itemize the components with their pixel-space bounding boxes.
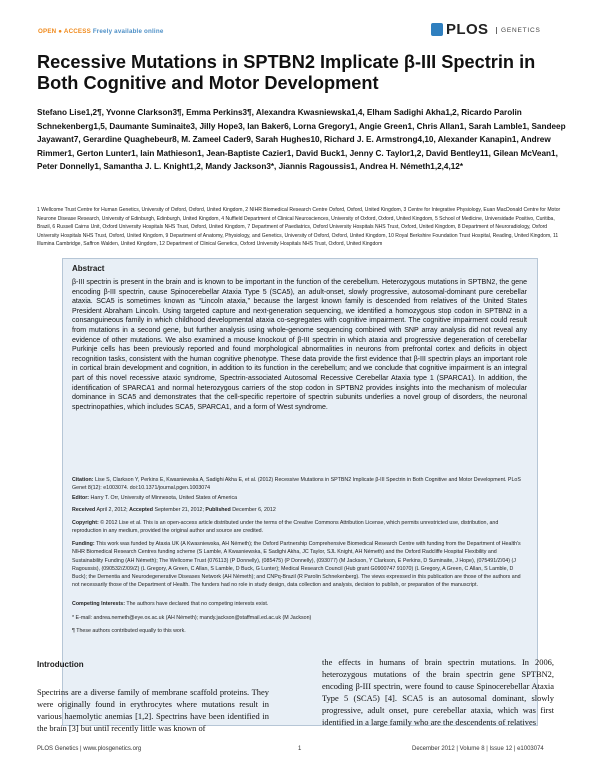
footer-journal: PLOS Genetics | www.plosgenetics.org: [37, 746, 142, 752]
editor-label: Editor:: [72, 495, 90, 501]
accepted-label: Accepted: [129, 507, 153, 513]
received-label: Received: [72, 507, 96, 513]
abstract-text: β-III spectrin is present in the brain and is known to be important in the function of the cerebellum. Heterozygous mutations in SPTBN2, the gene encoding β-III spectrin, cause Spinocerebellar Ataxia Type 5 (SCA5), an adult-onset, slowly progressive, autosomal-dominant pure cerebellar ataxia. SCA5 is sometimes known as “Lincoln ataxia,” because the largest known family is descended from relatives of the United States President Abraham Lincoln. Using targeted capture and next-generation sequencing, we identified a homozygous stop codon in SPTBN2 in a consanguineous family in which childhood developmental ataxia co-segregates with cognitive impairment. The cognitive impairment could result from mutations in a second gene, but further analysis using whole-genome sequencing combined with SNP array analysis did not reveal any evidence of other mutations. We also examined a mouse knockout of β-III spectrin in which ataxia and progressive degeneration of cerebellar Purkinje cells has been previously reported and found morphological abnormalities in neurons from prefrontal cortex and deficits in object recognition tasks, consistent with the human cognitive phenotype. These data provide the first evidence that β-III spectrin plays an important role in cortical brain development and cognition, in addition to its function in the cerebellum; and we conclude that cognitive impairment is an integral part of this novel recessive ataxic syndrome, Spectrin-associated Autosomal Recessive Cerebellar Ataxia type 1 (SPARCA1). In addition, the identification of SPARCA1 and normal heterozygous carriers of the stop codon in SPTBN2 provides insights into the mechanism of molecular dominance in SCA5 and demonstrates that the cell-specific repertoire of spectrin subunits underlies a novel group of disorders, the neuronal spectrinopathies, which includes SCA5, SPARCA1, and a form of West syndrome.: [72, 279, 527, 411]
footer-page-number: 1: [298, 746, 302, 752]
article-title: Recessive Mutations in SPTBN2 Implicate β-III Spectrin in Both Cognitive and Motor Development: [37, 52, 536, 93]
affiliations: 1 Wellcome Trust Centre for Human Genetics, University of Oxford, Oxford, United Kingdom, 2 NIHR Biomedical Research Centre Oxford, Oxford, United Kingdom, 3 Centre for Integrative Physiology, Euan MacDonald Centre for Motor Neurone Disease Research, University of Edinburgh, Edinburgh, United Kingdom, 4 Nuffield Department of Clinical Neurosciences, University of Oxford, Oxford, United Kingdom, 5 School of Medicine, Universidade Positivo, Curitiba, Brazil, 6 Russell Cairns Unit, Oxford University Hospitals NHS Trust, Oxford, United Kingdom, 7 Department of Paediatrics, Oxford University Hospitals NHS Trust, Oxford, United Kingdom, 8 Department of Neuroradiology, Oxford University Hospitals NHS Trust, Oxford, United Kingdom, 9 Department of Anatomy, Physiology, and Genetics, University of Oxford, Oxford, United Kingdom, 10 Royal Berkshire Foundation Trust Hospital, Reading, United Kingdom, 11 Illumina Cambridge, Saffron Walden, United Kingdom, 12 Department of Clinical Genetics, Oxford University Hospitals NHS Trust, Oxford, United Kingdom: [37, 207, 561, 248]
published-date: December 6, 2012: [230, 507, 276, 513]
funding-block: [72, 540, 527, 590]
introduction-heading: Introduction: [37, 660, 84, 669]
copyright-label: Copyright:: [72, 520, 99, 526]
introduction-right-column: the effects in humans of brain spectrin mutations. In 2006, heterozygous mutations of the brain spectrin gene SPTBN2, encoding β-III spectrin, were found to cause Spinocerebellar Ataxia Type 5 (SCA5) [4]. SCA5 is an autosomal dominant, slowly progressive, adult onset, pure cerebellar ataxia, which was first identified in a large family who are the descendents of relatives: [322, 657, 554, 727]
open-access-lock-icon: ●: [58, 28, 63, 35]
copyright-text: © 2012 Lise et al. This is an open-access article distributed under the terms of the Creative Commons Attribution License, which permits unrestricted use, distribution, and reproduction in any medium, provided the original author and source are credited.: [72, 520, 499, 535]
editor-block: [72, 494, 527, 502]
plos-genetics-logo: [431, 20, 561, 40]
equal-contribution-note: ¶ These authors contributed equally to this work.: [72, 628, 186, 634]
competing-text: The authors have declared that no competing interests exist.: [124, 601, 269, 607]
open-label: OPEN: [38, 28, 57, 35]
email-line: * E-mail: andrea.nemeth@eye.ox.ac.uk (AH Németh); mandy.jackson@staffmail.ed.ac.uk (M Jackson): [72, 615, 312, 621]
author-list: Stefano Lise1,2¶, Yvonne Clarkson3¶, Emma Perkins3¶, Alexandra Kwasniewska1,4, Elham Sadighi Akha1,2, Ricardo Parolin Schnekenberg1,5, Daumante Suminaite3, Jilly Hope3, Ian Baker6, Lorna Gregory1, Angie Green1, Chris Allan1, Sarah Lamble1, Sandeep Jayawant7, Gerardine Quaghebeur8, M. Zameel Cader9, Sarah Hughes10, Richard J. E. Armstrong4,10, Alexander Kanapin1, Andrew Rimmer1, Gerton Lunter1, Iain Mathieson1, Jean-Baptiste Cazier1, David Buck1, Jenny C. Taylor1,2, David Bentley11, Gilean McVean1, Peter Donnelly1, Samantha J. L. Knight1,2, Mandy Jackson3*, Jiannis Ragoussis1, Andrea H. Németh1,2,4,12*: [37, 108, 566, 171]
accepted-date: September 21, 2012;: [152, 507, 206, 513]
citation-label: Citation:: [72, 477, 94, 483]
published-label: Published: [205, 507, 231, 513]
journal-section-label: GENETICS: [496, 27, 541, 34]
freely-available-label: Freely available online: [92, 28, 164, 35]
open-access-banner: [38, 28, 163, 35]
citation-text: Lise S, Clarkson Y, Perkins E, Kwasniewska A, Sadighi Akha E, et al. (2012) Recessive Mutations in SPTBN2 Implicate β-III Spectrin in Both Cognitive and Motor Development. PLoS Genet 8(12): e1003074. doi:10.1371/journal.pgen.1003074: [72, 477, 521, 492]
abstract-heading: Abstract: [72, 264, 105, 273]
funding-label: Funding:: [72, 541, 95, 547]
funding-text: This work was funded by Ataxia UK (A Kwasniewska, AH Németh); the Oxford Partnership Comprehensive Biomedical Research Centre with funding from the Department of Health's NIHR Biomedical Research Centres funding scheme (S Lamble, A Kwasniewska, E Sadighi Akha, JC Taylor, SJL Knight, AH Németh) and the Oxford Radcliffe Hospital Flexibility and Sustainability Funding (AH Németh); The Wellcome Trust (076113) (P Donnelly), (085475) (P Donnelly), (093077) (M Jackson, Y Clarkson, E Perkins, D Suminaite, J Hope), (075491/Z/04) (J Ragoussis), (090532/Z/09/Z) (L Gregory, A Green, C Allan, S Lamble, D Buck, G Lunter); Medical Research Council (Hub grant G0900747 91070) (L Gregory, A Green, C Allan, S Lamble, D Buck); the Dementia and Neurodegenerative Diseases Network (AH Németh); and CNPq-Brazil (R Parolin Schnekenberg). The views expressed in this publication are those of the authors and not necessarily those of the Department of Health. The funders had no role in study design, data collection and analysis, decision to publish, or preparation of the manuscript.: [72, 541, 521, 589]
access-label: ACCESS: [63, 28, 91, 35]
competing-interests-block: [72, 600, 527, 608]
editor-text: Harry T. Orr, University of Minnesota, United States of America: [89, 495, 238, 501]
dates-block: [72, 506, 527, 514]
received-date: April 2, 2012;: [95, 507, 130, 513]
footer-issue: December 2012 | Volume 8 | Issue 12 | e1003074: [412, 746, 544, 752]
copyright-block: [72, 519, 527, 536]
plos-lock-icon: [431, 23, 443, 36]
introduction-left-column: Spectrins are a diverse family of membrane scaffold proteins. They were originally found in erythrocytes where mutations result in various haemolytic anemias [1,2]. Spectrins have been identified in the brain [3] but until recently little was known of: [37, 687, 269, 733]
plos-wordmark: PLOS: [446, 21, 489, 38]
competing-label: Competing Interests:: [72, 601, 125, 607]
citation-block: [72, 476, 527, 493]
